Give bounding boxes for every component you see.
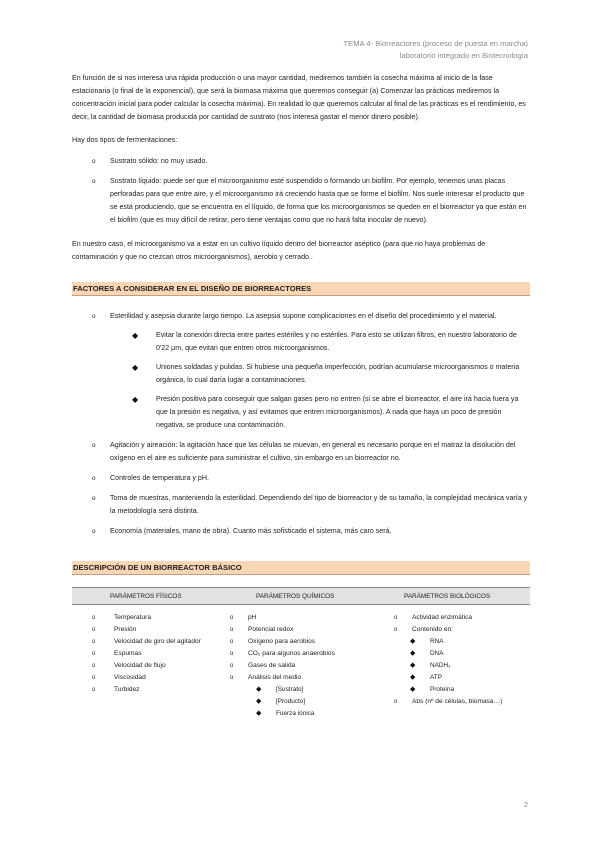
section-heading-descripcion: DESCRIPCIÓN DE UN BIORREACTOR BÁSICO	[72, 561, 530, 575]
header-biologicos: PARÁMETROS BIOLÓGICOS	[404, 592, 491, 600]
table-header	[72, 587, 530, 605]
section-heading-factores: FACTORES A CONSIDERAR EN EL DISEÑO DE BIORREACTORES	[72, 282, 530, 296]
sub-list-item: ◆ Evitar la conexión directa entre partes estériles y no estériles. Para esto se utilizan filtros, en nuestro laboratorio de 0'22 µm, que evitan que entren otros microorganismos.	[110, 329, 530, 355]
list-item: o Agitación y aireación: la agitación hace que las células se muevan, en general es necesario porque en el matraz la disolución del oxígeno en el aire es suficiente para suministrar el cultivo, sin embargo en un biorreactor no.	[72, 439, 530, 465]
sub-list-item: ◆ DNA	[388, 648, 530, 660]
parameters-table	[72, 587, 530, 720]
sub-list-item: ◆ ATP	[388, 672, 530, 684]
page-content	[72, 72, 530, 720]
sub-list-item: ◆ Fuerza iónica	[230, 708, 388, 720]
list-item: o Oxígeno para aerobios	[230, 636, 388, 648]
list-item: o Análisis del medio	[230, 672, 388, 684]
list-item: o Velocidad de flujo	[72, 660, 230, 672]
sub-list	[110, 329, 530, 432]
header-fisicos: PARÁMETROS FÍSICOS	[110, 592, 182, 600]
list-item: o Toma de muestras, manteniendo la esterilidad. Dependiendo del tipo de biorreactor y de su tamaño, la complejidad mecánica varía y la metodología será distinta.	[72, 492, 530, 518]
fermentation-types-list	[72, 155, 530, 227]
list-item: o pH	[230, 612, 388, 624]
sub-list-item: ◆ RNA	[388, 636, 530, 648]
list-item: o Turbidez	[72, 684, 230, 696]
list-item: o Actividad enzimática	[388, 612, 530, 624]
sub-list-item: ◆ [Sustrato]	[230, 684, 388, 696]
types-intro: Hay dos tipos de fermentaciones:	[72, 136, 178, 144]
header-quimicos: PARÁMETROS QUÍMICOS	[256, 592, 335, 600]
list-item-text: Esterilidad y asepsia durante largo tiempo. La asepsia supone complicaciones en el diseño del procedimiento y el material.	[110, 312, 497, 320]
intro-paragraph: En función de si nos interesa una rápida producción o una mayor cantidad, mediremos también la cosecha máxima al inicio de la fase estacionaria (o final de la exponencial), que será la biomasa máxima que queremos conseguir (a) Comenzar las prácticas mediremos la concentración inicial para poder calcular la cosecha máxima). En realidad lo que queremos calcular al final de las prácticas es el rendimiento, es decir, la cantidad de biomasa producida por cantidad de sustrato (nos interesa gastar el menor dinero posible).	[72, 74, 526, 121]
factors-list	[72, 310, 530, 538]
list-item: o Presión	[72, 624, 230, 636]
list-item	[72, 310, 530, 432]
list-item: o Sustrato sólido: no muy usado.	[72, 155, 530, 168]
sub-list-item: ◆ Uniones soldadas y pulidas. Si hubiese una pequeña imperfección, podrían acumularse microorganismos o materia orgánica, lo cual daría lugar a contaminaciones.	[110, 361, 530, 387]
sub-list-item: ◆ NADH₂	[388, 660, 530, 672]
header-line-2: laboratorio integrado en Biotecnología	[399, 51, 528, 60]
list-item: o Temperatura	[72, 612, 230, 624]
column-fisicos	[72, 612, 230, 720]
list-item: o Viscosidad	[72, 672, 230, 684]
list-item: o Economía (materiales, mano de obra). Cuanto más sofisticado el sistema, más caro será.	[72, 525, 530, 538]
list-item: o Abs (nº de células, biomasa…)	[388, 696, 530, 708]
list-item: o Controles de temperatura y pH.	[72, 472, 530, 485]
sub-list-item: ◆ Presión positiva para conseguir que salgan gases pero no entren (si se abre el biorreactor, el aire irá hacia fuera ya que la presión es negativa, y así evitamos que entren microorganismos). A nada que haya un poco de presión negativa, se produce una contaminación.	[110, 393, 530, 432]
table-body	[72, 612, 530, 720]
list-item: o CO₂ para algunos anaerobios	[230, 648, 388, 660]
list-item: o Velocidad de giro del agitador	[72, 636, 230, 648]
header-line-1: TEMA 4- Biorreactores (proceso de puesta en marcha)	[343, 39, 528, 48]
list-item: o Sustrato líquido: puede ser que el microorganismo esté suspendido o formando un biofilm. Por ejemplo, tenemos unas placas perforadas para que entre aire, y el microorganismo irá creciendo hasta que se forme el biofilm. Nos suele interesar el producto que se está produciendo, que se encuentra en el líquido, de forma que los microorganismos se queden en el biorreactor ya que están en el biofilm (que es muy difícil de retirar, pero tiene ventajas como que no hará falta inocular de nuevo).	[72, 175, 530, 227]
sub-list-item: ◆ [Producto]	[230, 696, 388, 708]
list-item: o Potencial redox	[230, 624, 388, 636]
list-item: o Gases de salida	[230, 660, 388, 672]
list-item: o Contenido en:	[388, 624, 530, 636]
sub-list-item: ◆ Proteína	[388, 684, 530, 696]
page-header	[344, 38, 528, 62]
case-paragraph: En nuestro caso, el microorganismo va a estar en un cultivo líquido dentro del biorreactor aséptico (para que no haya problemas de contaminación y que no crezcan otros microorganismos), aerobio y cerrado..	[72, 240, 486, 261]
list-item: o Espumas	[72, 648, 230, 660]
column-quimicos	[230, 612, 388, 720]
column-biologicos	[388, 612, 530, 720]
page-number: 2	[523, 800, 528, 809]
